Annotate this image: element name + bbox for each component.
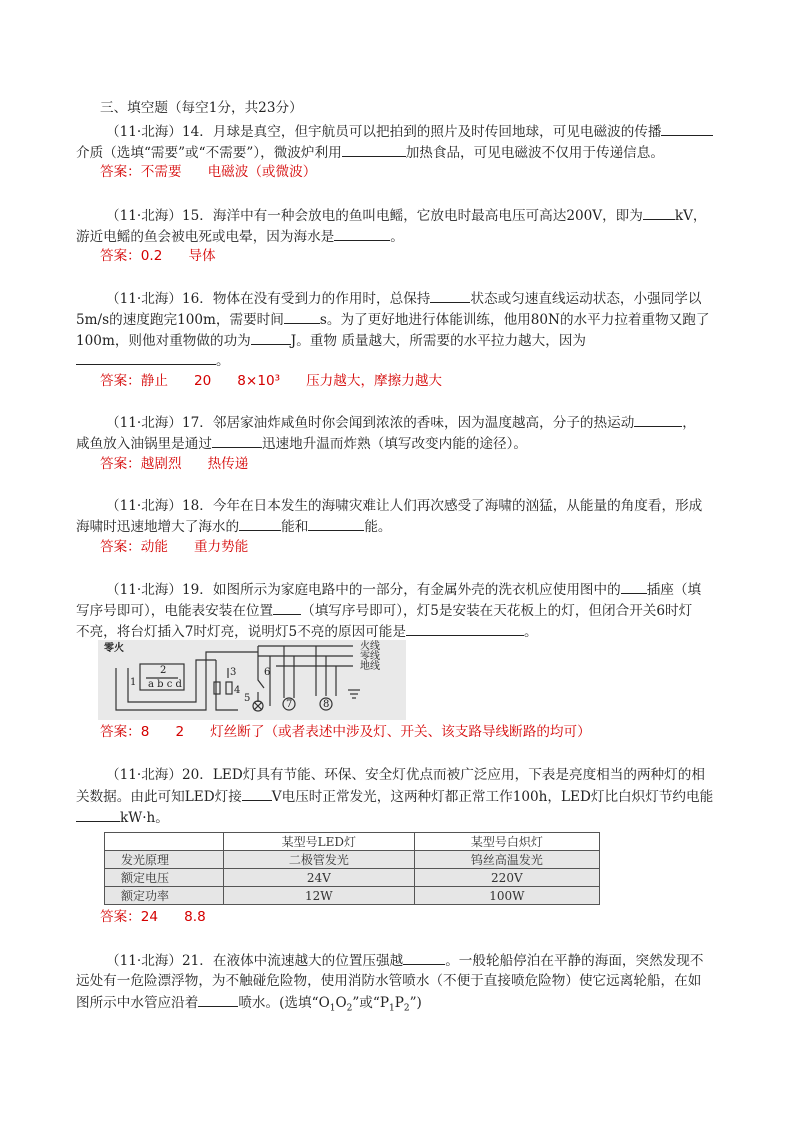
label-zero-fire: 零火 [104, 643, 124, 654]
q15-blank-1[interactable] [643, 205, 675, 220]
q16-blank-4[interactable] [76, 350, 216, 365]
table-cell: 钨丝高温发光 [414, 851, 599, 869]
label-zero-wire: 零线 [360, 651, 380, 662]
section-title: 三、填空题（每空1分，共23分） [100, 100, 303, 116]
q18-line1: （11·北海）18．今年在日本发生的海啸灾难让人们再次感受了海啸的汹猛，从能量的角度看，形成 [106, 498, 703, 514]
table-header-cell: 某型号白炽灯 [414, 833, 599, 851]
table-cell: 二极管发光 [224, 851, 415, 869]
label-fire-wire: 火线 [360, 641, 380, 652]
q21-blank-1[interactable] [403, 950, 445, 965]
q19-answer: 答案：8 2 灯丝断了（或者表述中涉及灯、开关、该支路导线断路的均可） [100, 724, 591, 740]
q19-line2: 写序号即可），电能表安装在位置 （填写序号即可），灯5是安装在天花板上的灯，但闭合开关6时灯 [76, 600, 726, 621]
q14-blank-1[interactable] [661, 121, 713, 136]
q15-line1: （11·北海）15．海洋中有一种会放电的鱼叫电鳐，它放电时最高电压可高达200V，即为 kV， [106, 205, 756, 226]
q17-line2: 咸鱼放入油锅里是通过 迅速地升温而炸熟（填写改变内能的途径）。 [76, 433, 726, 454]
q15-answer: 答案：0.2 导体 [100, 248, 216, 264]
label-1: 1 [130, 677, 137, 688]
q15-blank-2[interactable] [334, 226, 390, 241]
q21-line2: 远处有一危险漂浮物，为不触碰危险物，使用消防水管喷水（不便于直接喷危险物）使它远离轮船，在如 [76, 973, 702, 989]
q18-blank-2[interactable] [308, 516, 364, 531]
q20-line3: kW·h。 [76, 807, 726, 828]
label-2: 2 [160, 665, 167, 676]
q20-blank-2[interactable] [76, 807, 120, 822]
q16-line2: 5m/s的速度跑完100m，需要时间 s。为了更好地进行体能训练，他用80N的水平力拉着重物又跑了 [76, 309, 726, 330]
q16-blank-2[interactable] [284, 309, 320, 324]
label-4: 4 [234, 685, 241, 696]
q21-line1: （11·北海）21．在液体中流速越大的位置压强越 。一般轮船停泊在平静的海面，突然发现不 [106, 950, 756, 971]
table-cell: 100W [414, 887, 599, 905]
q21-blank-2[interactable] [198, 992, 238, 1007]
label-7: 7 [286, 699, 293, 710]
label-ground-wire: 地线 [360, 661, 380, 672]
table-cell: 发光原理 [105, 851, 224, 869]
q16-line4: 。 [76, 350, 726, 371]
label-3: 3 [230, 667, 237, 678]
q17-line1: （11·北海）17．邻居家油炸咸鱼时你会闻到浓浓的香味，因为温度越高，分子的热运动 ， [106, 412, 756, 433]
q16-blank-1[interactable] [430, 288, 470, 303]
q19-blank-3[interactable] [406, 621, 524, 636]
q17-blank-1[interactable] [634, 412, 682, 427]
q16-line3: 100m，则他对重物做的功为 J。重物 质量越大，所需要的水平拉力越大，因为 [76, 330, 726, 351]
lamp-comparison-table [104, 832, 600, 905]
q14-answer: 答案：不需要 电磁波（或微波） [100, 164, 317, 180]
q19-blank-1[interactable] [621, 579, 647, 594]
label-8: 8 [323, 699, 330, 710]
q15-line2: 游近电鳐的鱼会被电死或电晕，因为海水是 。 [76, 226, 726, 247]
q16-line1: （11·北海）16．物体在没有受到力的作用时，总保持 状态或匀速直线运动状态，小强同学以 [106, 288, 756, 309]
table-header-cell: 某型号LED灯 [224, 833, 415, 851]
q19-line1: （11·北海）19．如图所示为家庭电路中的一部分，有金属外壳的洗衣机应使用图中的 插座（填 [106, 579, 756, 600]
table-row [105, 869, 600, 887]
table-header-row [105, 833, 600, 851]
q18-blank-1[interactable] [239, 516, 281, 531]
q18-answer: 答案：动能 重力势能 [100, 539, 249, 555]
q20-blank-1[interactable] [242, 786, 272, 801]
table-cell: 12W [224, 887, 415, 905]
q14-line2: 介质（选填“需要”或“不需要”），微波炉利用 加热食品，可见电磁波不仅用于传递信息。 [76, 142, 726, 163]
label-abcd: a b c d [148, 679, 182, 690]
table-row [105, 887, 600, 905]
q19-blank-2[interactable] [273, 600, 301, 615]
q16-blank-3[interactable] [251, 330, 291, 345]
q20-line2: 关数据。由此可知LED灯接 V电压时正常发光，这两种灯都正常工作100h，LED灯比白炽灯节约电能 [76, 786, 726, 807]
q20-answer: 答案：24 8.8 [100, 909, 206, 925]
table-header-cell [105, 833, 224, 851]
label-5: 5 [244, 693, 251, 704]
table-row [105, 851, 600, 869]
q17-blank-2[interactable] [212, 433, 262, 448]
table-cell: 额定功率 [105, 887, 224, 905]
table-cell: 220V [414, 869, 599, 887]
label-6: 6 [264, 667, 271, 678]
q20-line1: （11·北海）20．LED灯具有节能、环保、安全灯优点而被广泛应用，下表是亮度相当的两种灯的相 [106, 767, 705, 783]
q14-line1: （11·北海）14．月球是真空，但宇航员可以把拍到的照片及时传回地球，可见电磁波的传播 [106, 121, 756, 142]
q18-line2: 海啸时迅速地增大了海水的 能和 能。 [76, 516, 726, 537]
table-cell: 额定电压 [105, 869, 224, 887]
q21-line3: 图所示中水管应沿着 喷水。(选填“$O_1O_2$”或“$P_1P_2$”) [76, 992, 726, 1019]
q19-line3: 不亮，将台灯插入7时灯亮，说明灯5不亮的原因可能是 。 [76, 621, 726, 642]
q17-answer: 答案：越剧烈 热传递 [100, 456, 249, 472]
q14-blank-2[interactable] [342, 142, 406, 157]
table-cell: 24V [224, 869, 415, 887]
q16-answer: 答案：静止 20 8×10³ 压力越大，摩擦力越大 [100, 373, 443, 389]
circuit-diagram [98, 640, 406, 720]
